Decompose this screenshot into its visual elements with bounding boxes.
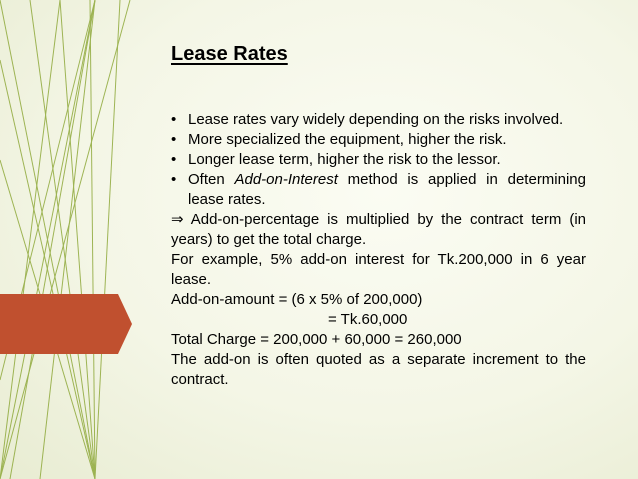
closing-paragraph: The add-on is often quoted as a separate increment to the contract. <box>171 351 586 388</box>
bullet-item <box>171 150 586 170</box>
bullet-dot: • <box>171 171 177 188</box>
implies-symbol: ⇒ <box>171 211 184 228</box>
bullet-text: Lease rates vary widely depending on the risks involved. <box>188 111 564 128</box>
slide-title: Lease Rates <box>171 43 288 65</box>
slide-body <box>171 110 586 390</box>
implies-paragraph <box>171 210 586 250</box>
bullet-item <box>171 110 586 130</box>
total-charge-line: Total Charge = 200,000 + 60,000 = 260,000 <box>171 331 462 348</box>
addon-amount-line: Add-on-amount = (6 x 5% of 200,000) <box>171 291 423 308</box>
implies-text: Add-on-percentage is multiplied by the contract term (in years) to get the total charge. <box>171 211 586 248</box>
bullet-text-prefix: Often <box>188 171 235 188</box>
bullet-text-suffix: method is applied in determining lease rates. <box>188 171 586 208</box>
bullet-dot: • <box>171 111 177 128</box>
bullet-item <box>171 130 586 150</box>
bullet-dot: • <box>171 131 177 148</box>
addon-result-line: = Tk.60,000 <box>328 311 408 328</box>
bullet-item <box>171 170 586 210</box>
bullet-text: More specialized the equipment, higher the risk. <box>188 131 507 148</box>
bullet-text: Longer lease term, higher the risk to the lessor. <box>188 151 501 168</box>
bullet-text-emphasis: Add-on-Interest <box>234 171 338 188</box>
accent-arrow-shape <box>0 294 132 354</box>
bullet-dot: • <box>171 151 177 168</box>
example-paragraph: For example, 5% add-on interest for Tk.200,000 in 6 year lease. <box>171 251 586 288</box>
